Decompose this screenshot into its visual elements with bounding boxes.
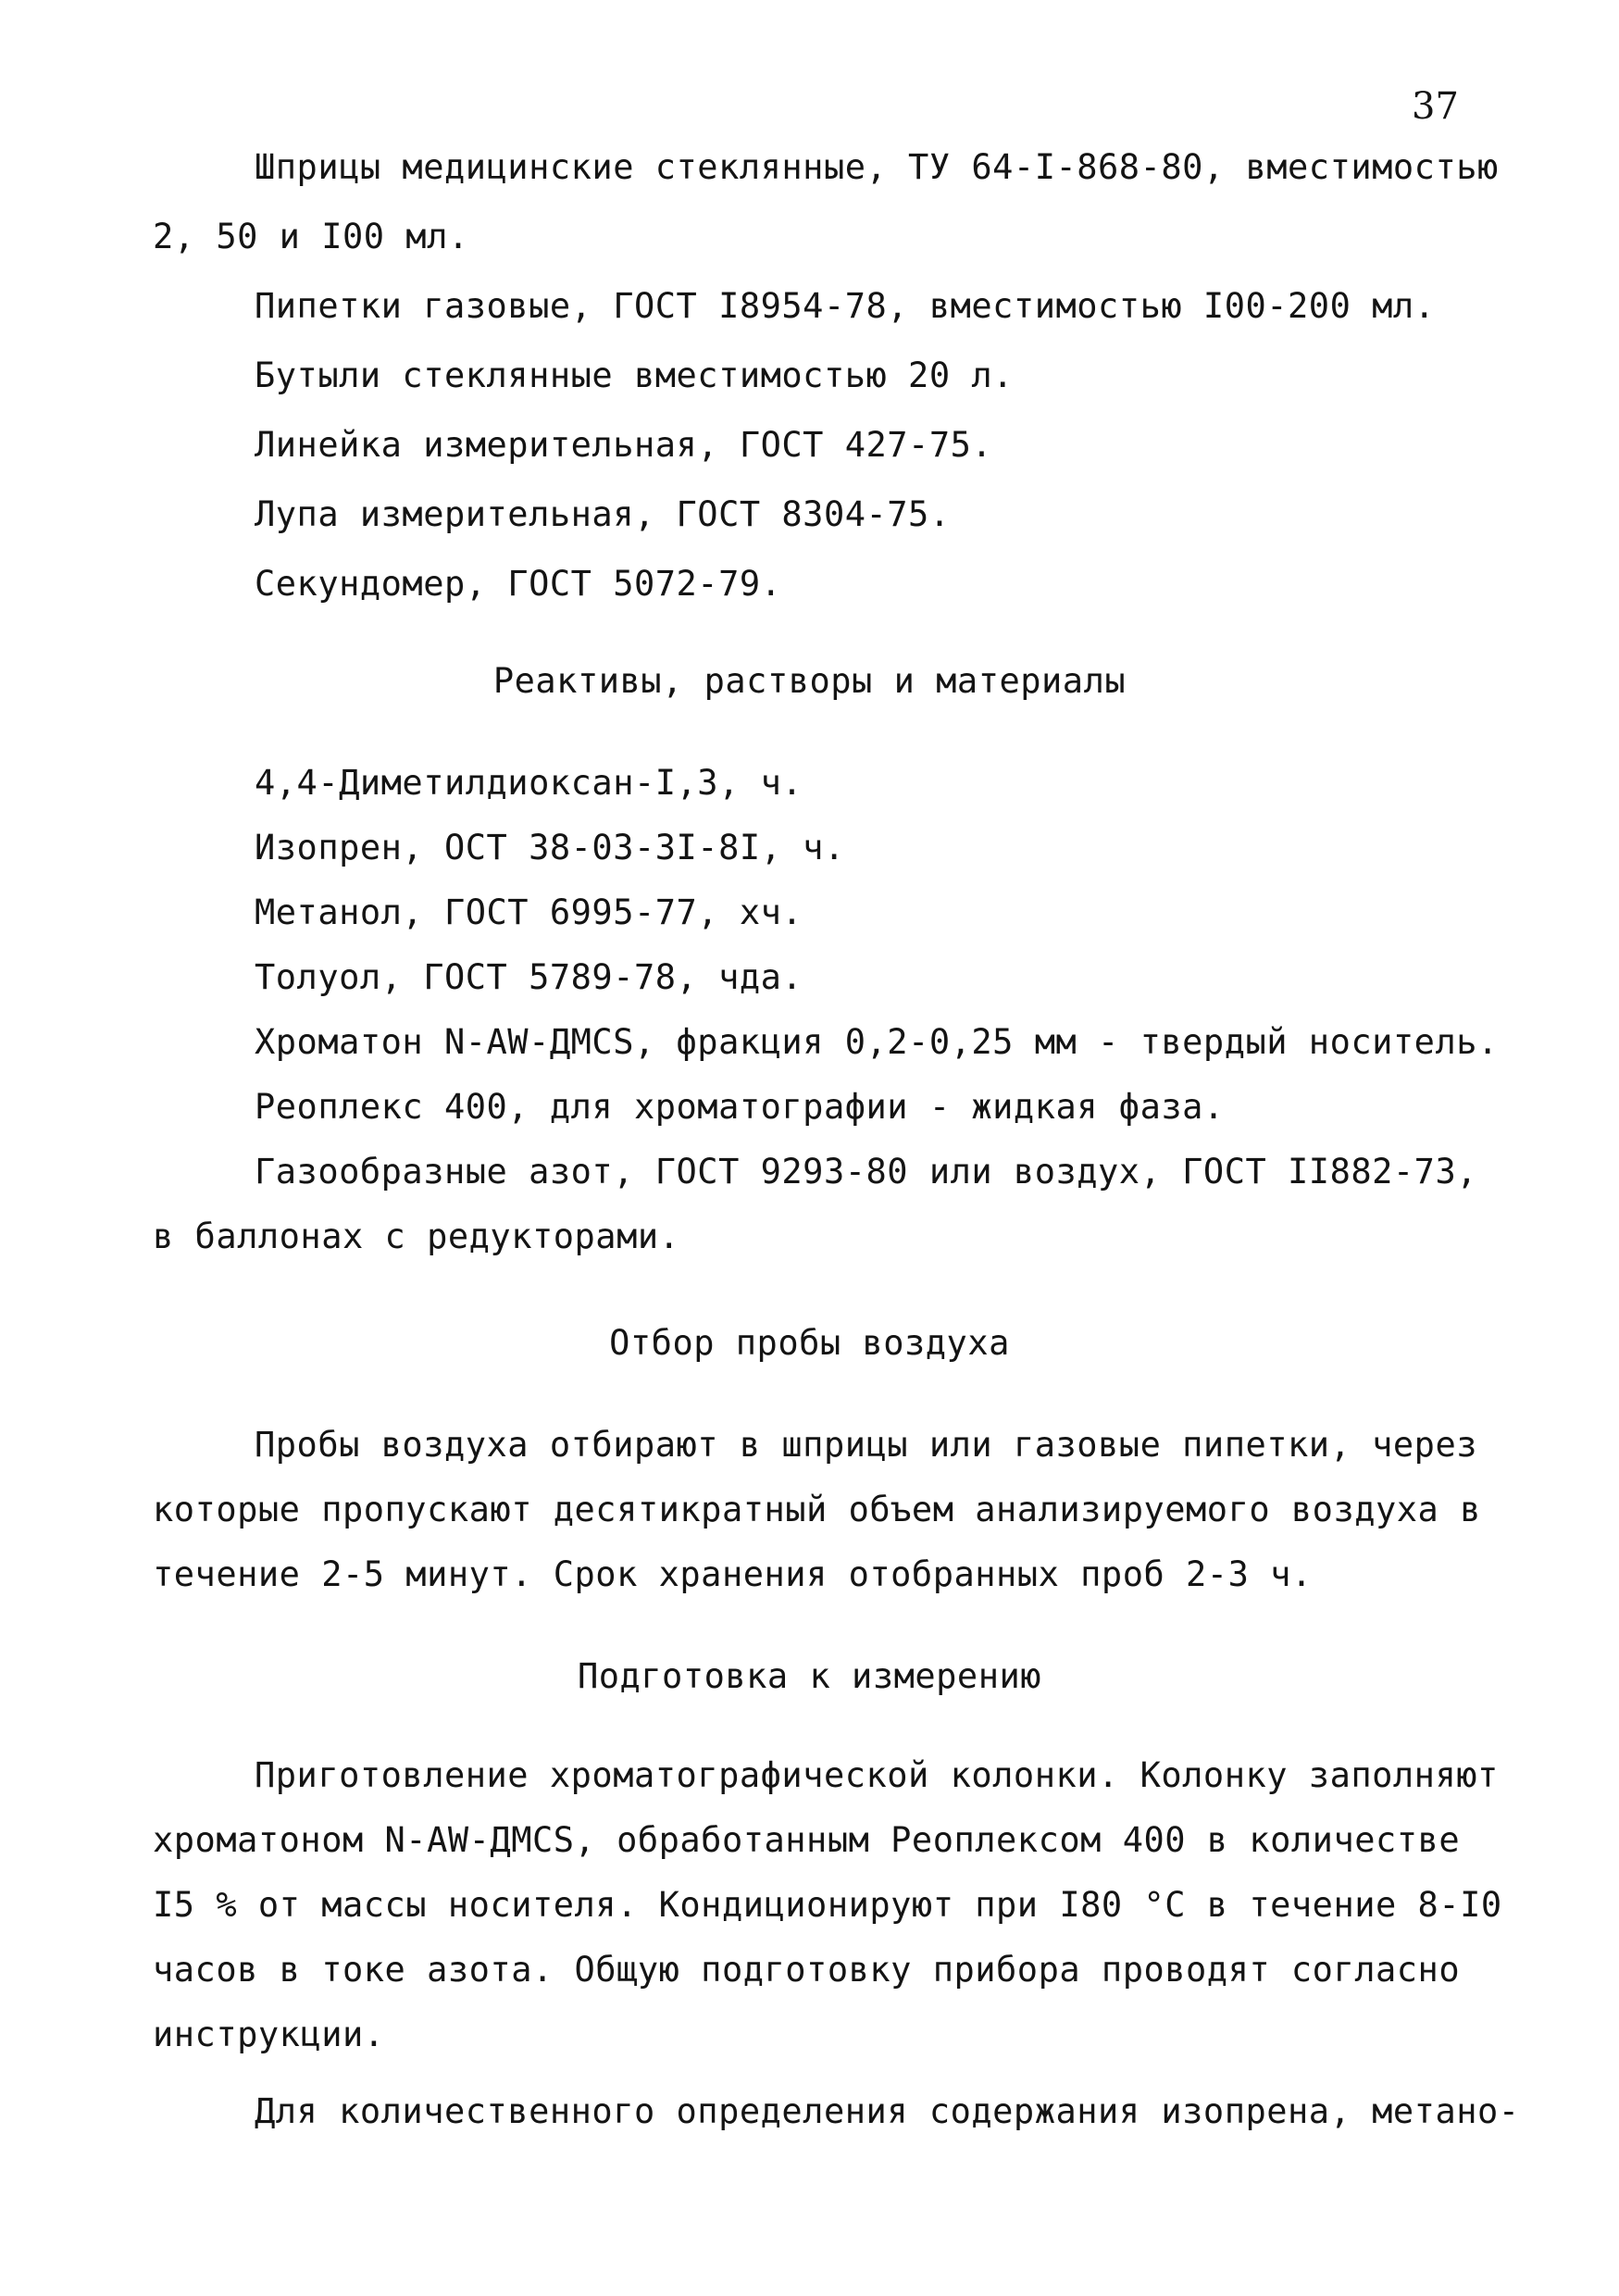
reagents-heading: Реактивы, растворы и материалы — [492, 661, 1127, 701]
sampling-line: течение 2-5 минут. Срок хранения отобранных проб 2-3 ч. — [153, 1554, 1313, 1594]
reagent-item: Изопрен, ОСТ 38-03-3I-8I, ч. — [255, 828, 845, 867]
preparation-line: хроматоном N-AW-ДМCS, обработанным Реоплексом 400 в количестве — [153, 1820, 1461, 1860]
equipment-syringes-line1: Шприцы медицинские стеклянные, ТУ 64-I-868-80, вместимостью — [255, 147, 1499, 187]
equipment-stopwatch: Секундомер, ГОСТ 5072-79. — [255, 564, 782, 604]
preparation-line: I5 % от массы носителя. Кондиционируют при I80 °С в течение 8-I0 — [153, 1885, 1502, 1925]
equipment-bottles: Бутыли стеклянные вместимостью 20 л. — [255, 356, 1014, 395]
preparation-line: инструкции. — [153, 2015, 385, 2054]
reagent-gas-line1: Газообразные азот, ГОСТ 9293-80 или воздух, ГОСТ II882-73, — [255, 1152, 1478, 1192]
sampling-line: которые пропускают десятикратный объем анализируемого воздуха в — [153, 1490, 1481, 1529]
reagent-item: 4,4-Диметилдиоксан-I,3, ч. — [255, 763, 803, 803]
equipment-magnifier: Лупа измерительная, ГОСТ 8304-75. — [255, 494, 951, 534]
sampling-line: Пробы воздуха отбирают в шприцы или газовые пипетки, через — [255, 1425, 1478, 1465]
reagent-item: Хроматон N-AW-ДМCS, фракция 0,2-0,25 мм - твердый носитель. — [255, 1022, 1499, 1062]
equipment-ruler: Линейка измерительная, ГОСТ 427-75. — [255, 425, 993, 465]
sampling-heading: Отбор пробы воздуха — [609, 1323, 1010, 1363]
preparation-line: Приготовление хроматографической колонки. Колонку заполняют — [255, 1755, 1499, 1795]
preparation-heading: Подготовка к измерению — [577, 1656, 1042, 1696]
preparation-line: часов в токе азота. Общую подготовку прибора проводят согласно — [153, 1950, 1461, 1990]
page-number: 37 — [1412, 85, 1459, 128]
reagent-item: Толуол, ГОСТ 5789-78, чда. — [255, 957, 803, 997]
reagent-item: Реоплекс 400, для хроматографии - жидкая фаза. — [255, 1087, 1225, 1127]
preparation-last-line: Для количественного определения содержания изопрена, метано- — [255, 2091, 1520, 2131]
equipment-syringes-line2: 2, 50 и I00 мл. — [153, 217, 469, 256]
equipment-pipettes: Пипетки газовые, ГОСТ I8954-78, вместимостью I00-200 мл. — [255, 286, 1436, 326]
reagent-gas-line2: в баллонах с редукторами. — [153, 1217, 680, 1256]
reagent-item: Метанол, ГОСТ 6995-77, хч. — [255, 892, 803, 932]
